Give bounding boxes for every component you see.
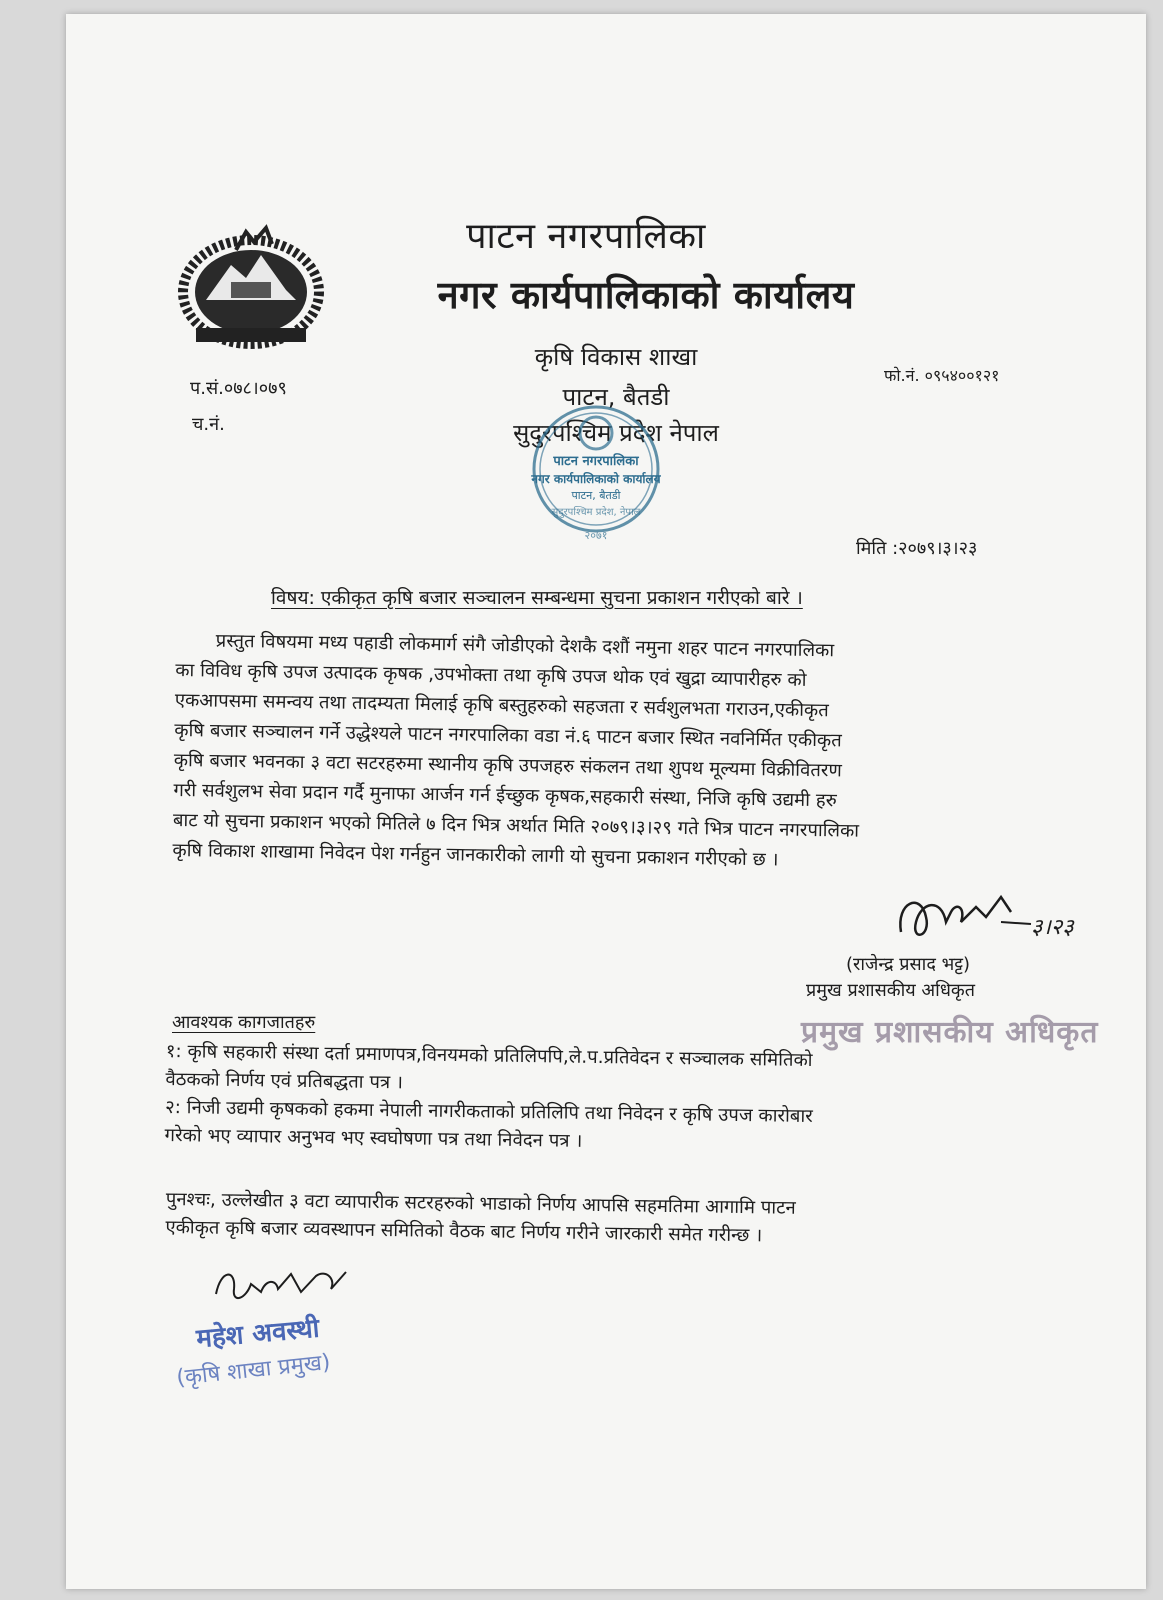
requirement-item-1-line2: वैठकको निर्णय एवं प्रतिबद्धता पत्र । bbox=[165, 1068, 404, 1094]
stamp-line2: नगर कार्यपालिकाको कार्यालय bbox=[531, 472, 661, 486]
body-line: कृषि बजार सञ्चालन गर्ने उद्धेश्यले पाटन नगरपालिका वडा नं.६ पाटन बजार स्थित नवनिर्मित एकीकृत bbox=[174, 719, 842, 752]
office-round-stamp bbox=[506, 389, 686, 569]
letter-subject: विषय: एकीकृत कृषि बजार सञ्चालन सम्बन्धमा सुचना प्रकाशन गरीएको बारे । bbox=[271, 587, 803, 609]
dispatch-number: च.नं. bbox=[192, 414, 225, 435]
requirement-item-2-line1: २: निजी उद्यमी कृषकको हकमा नेपाली नागरीकताको प्रतिलिपि तथा निवेदन र कृषि उपज कारोबार bbox=[164, 1096, 813, 1128]
phone-number: फो.नं. ०९५४००१२१ bbox=[884, 366, 1000, 385]
requirement-item-2-line2: गरेको भए व्यापार अनुभव भए स्वघोषणा पत्र तथा निवेदन पत्र । bbox=[164, 1124, 583, 1152]
body-line: का विविध कृषि उपज उत्पादक कृषक ,उपभोक्ता तथा कृषि उपज थोक एवं खुद्रा व्यापारीहरु को bbox=[175, 659, 807, 691]
letter-body bbox=[172, 626, 1031, 879]
signatory-title: प्रमुख प्रशासकीय अधिकृत bbox=[806, 980, 975, 1001]
letter-number: प.सं.०७८।०७९ bbox=[190, 378, 287, 399]
signatory-name: (राजेन्द्र प्रसाद भट्ट) bbox=[846, 954, 971, 975]
branch-head-title: (कृषि शाखा प्रमुख) bbox=[175, 1349, 332, 1391]
signature-date: ३।२३ bbox=[1031, 915, 1074, 940]
postscript bbox=[165, 1186, 1016, 1254]
branch-head-signature bbox=[206, 1254, 366, 1314]
body-line: एकआपसमा समन्वय तथा तादम्यता मिलाई कृषि बस्तुहरुको सहजता र सर्वशुलभता गराउन,एकीकृत bbox=[174, 689, 829, 722]
body-line: कृषि बजार भवनका ३ वटा सटरहरुमा स्थानीय कृषि उपजहरु संकलन तथा शुपथ मूल्यमा विक्रीवितरण bbox=[173, 749, 843, 782]
body-line: कृषि विकाश शाखामा निवेदन पेश गर्नहुन जानकारीको लागी यो सुचना प्रकाशन गरीएको छ । bbox=[172, 839, 779, 871]
stamp-line1: पाटन नगरपालिका bbox=[553, 454, 639, 469]
requirements-title: आवश्यक कागजातहरु bbox=[172, 1012, 316, 1033]
body-line: बाट यो सुचना प्रकाशन भएको मितिले ७ दिन भित्र अर्थात मिति २०७९।३।२९ गते भित्र पाटन नगरपालिका bbox=[172, 809, 860, 842]
body-line: गरी सर्वशुलभ सेवा प्रदान गर्दै मुनाफा आर्जन गर्न ईच्छुक कृषक,सहकारी संस्था, निजि कृषि उद्यमी हरु bbox=[173, 779, 837, 812]
office-title: नगर कार्यपालिकाको कार्यालय bbox=[437, 273, 855, 317]
postscript-line1: पुनश्चः, उल्लेखीत ३ वटा व्यापारीक सटरहरुको भाडाको निर्णय आपसि सहमतिमा आगामि पाटन bbox=[165, 1188, 796, 1219]
signatory-stamp: प्रमुख प्रशासकीय अधिकृत bbox=[801, 1015, 1099, 1050]
body-line: प्रस्तुत विषयमा मध्य पहाडी लोकमार्ग संगै जोडीएको देशकै दशौं नमुना शहर पाटन नगरपालिका bbox=[215, 630, 835, 662]
stamp-line3: पाटन, बैतडी bbox=[571, 489, 621, 502]
requirement-item-1-line1: १: कृषि सहकारी संस्था दर्ता प्रमाणपत्र,विनयमको प्रतिलिपपि,ले.प.प्रतिवेदन र सञ्चालक समितिको bbox=[165, 1040, 813, 1072]
province-title: सुदुरपश्चिम प्रदेश नेपाल bbox=[513, 419, 719, 447]
requirements-list bbox=[164, 1038, 1015, 1162]
location-title: पाटन, बैतडी bbox=[562, 383, 670, 411]
postscript-line2: एकीकृत कृषि बजार व्यवस्थापन समितिको वैठक बाट निर्णय गरीने जारकारी समेत गरीन्छ । bbox=[165, 1216, 763, 1247]
letter-page bbox=[66, 14, 1146, 1589]
municipality-title: पाटन नगरपालिका bbox=[466, 216, 706, 257]
stamp-line4: सुदुरपश्चिम प्रदेश, नेपाल bbox=[551, 507, 641, 518]
branch-title: कृषि विकास शाखा bbox=[534, 343, 698, 371]
officer-signature bbox=[891, 882, 1091, 952]
nepal-emblem-icon bbox=[176, 220, 326, 350]
stamp-year: २०७१ bbox=[584, 529, 608, 542]
branch-head-name: महेश अवस्थी bbox=[195, 1313, 321, 1355]
letter-date: मिति :२०७९।३।२३ bbox=[856, 538, 978, 559]
